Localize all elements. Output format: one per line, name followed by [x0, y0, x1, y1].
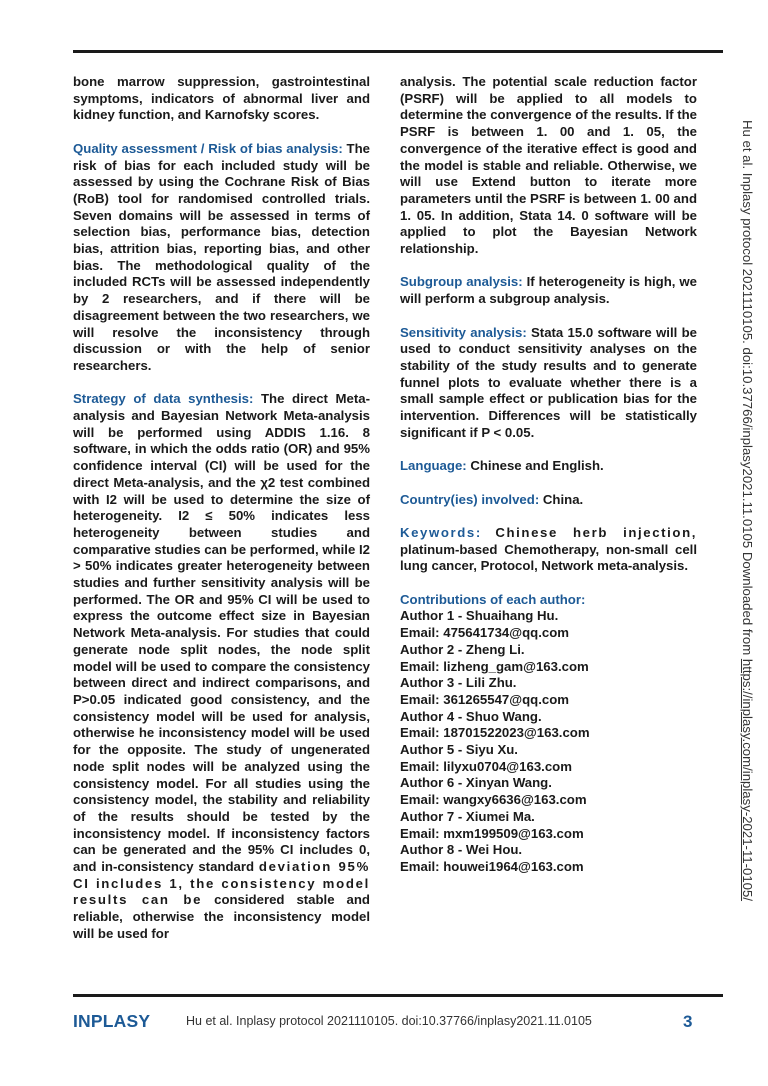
contributions-section: [400, 592, 697, 876]
keywords-first: Chinese herb injection,: [495, 524, 698, 540]
contributions-heading: Contributions of each author:: [400, 591, 586, 607]
author-line: Author 1 - Shuaihang Hu.: [400, 608, 559, 624]
author-line: Author 7 - Xiumei Ma.: [400, 808, 535, 824]
subgroup-analysis-heading: Subgroup analysis:: [400, 274, 523, 290]
data-synthesis-body-end: considered stable and reliable, otherwise the inconsistency model will be used for: [73, 892, 370, 941]
language-body: Chinese and English.: [470, 458, 604, 474]
email-line: Email: 361265547@qq.com: [400, 691, 569, 707]
email-line: Email: 18701522023@163.com: [400, 725, 590, 741]
email-line: Email: mxm199509@163.com: [400, 825, 584, 841]
author-line: Author 5 - Siyu Xu.: [400, 742, 518, 758]
intro-paragraph: bone marrow suppression, gastrointestinal symptoms, indicators of abnormal liver and kidney function, and Karnofsky scores.: [73, 74, 370, 123]
email-line: Email: wangxy6636@163.com: [400, 792, 587, 808]
author-line: Author 6 - Xinyan Wang.: [400, 775, 552, 791]
email-line: Email: lizheng_gam@163.com: [400, 658, 589, 674]
author-line: Author 2 - Zheng Li.: [400, 641, 525, 657]
page-number: 3: [683, 1012, 693, 1031]
subgroup-analysis-section: [400, 274, 697, 307]
header-rule: [73, 50, 723, 53]
data-synthesis-section: [73, 391, 370, 942]
countries-section: [400, 492, 697, 509]
quality-assessment-section: [73, 141, 370, 375]
email-line: Email: 475641734@qq.com: [400, 625, 569, 641]
email-line: Email: houwei1964@163.com: [400, 858, 584, 874]
language-section: [400, 458, 697, 475]
countries-heading: Country(ies) involved:: [400, 491, 540, 507]
author-line: Author 3 - Lili Zhu.: [400, 675, 517, 691]
journal-logo: INPLASY: [73, 1011, 151, 1031]
subgroup-analysis-body: If heterogeneity is high, we will perform a subgroup analysis.: [400, 274, 697, 307]
sensitivity-analysis-body: Stata 15.0 software will be used to conduct sensitivity analyses on the stability of the study results and to generate funnel plots to evaluate whether there is a small sample effect or publication bias for the intervention. Differences will be statistically significant if P < 0.05.: [400, 324, 697, 440]
download-link[interactable]: https://inplasy.com/inplasy-2021-11-0105/: [740, 658, 755, 902]
data-synthesis-heading: Strategy of data synthesis:: [73, 391, 254, 407]
sensitivity-analysis-heading: Sensitivity analysis:: [400, 324, 527, 340]
quality-assessment-heading: Quality assessment / Risk of bias analysis:: [73, 140, 343, 156]
footer-citation: Hu et al. Inplasy protocol 2021110105. doi:10.37766/inplasy2021.11.0105: [186, 1014, 592, 1028]
keywords-section: [400, 525, 697, 575]
countries-body: China.: [542, 491, 584, 507]
email-line: Email: lilyxu0704@163.com: [400, 758, 572, 774]
quality-assessment-body: The risk of bias for each included study will be assessed by using the Cochrane Risk of Bias (RoB) tool for randomised controlled trials. Seven domains will be assessed in terms of selection bias, performance bias, detection bias, attrition bias, reporting bias, and other bias. The methodological quality of the included RCTs will be assessed independently by 2 researchers, and if there will be disagreement between the two researchers, we will resolve the inconsistency through discussion or with the help of senior researchers.: [73, 140, 370, 373]
footer-rule: [73, 994, 723, 997]
author-line: Author 4 - Shuo Wang.: [400, 708, 542, 724]
language-heading: Language:: [400, 458, 467, 474]
author-line: Author 8 - Wei Hou.: [400, 842, 523, 858]
right-column: [400, 74, 697, 876]
side-note-text: Hu et al. Inplasy protocol 2021110105. doi:10.37766/inplasy2021.11.0105 Downloaded from: [740, 120, 755, 659]
sensitivity-analysis-section: [400, 325, 697, 442]
side-download-note: [737, 120, 757, 960]
left-column: [73, 74, 370, 943]
data-synthesis-body-spaced: deviation 95% CI includes 1, the consistency model results can be: [73, 859, 370, 908]
data-synthesis-continued: analysis. The potential scale reduction factor (PSRF) will be applied to all models to determine the convergence of the results. If the PSRF is between 1. 00 and 1. 05, the convergence of the iterative effect is good and the model is stable and reliable. Otherwise, we will use Extend button to iterate more parameters until the PSRF is between 1. 00 and 1. 05. In addition, Stata 14. 0 software will be applied to plot the Bayesian Network relationship.: [400, 74, 697, 257]
keywords-heading: Keywords:: [400, 524, 482, 540]
data-synthesis-body: The direct Meta-analysis and Bayesian Network Meta-analysis will be performed using ADDIS 1.16. 8 software, in which the odds ratio (OR) and 95% confidence interval (CI) will be used for the direct Meta-analysis, and the χ2 test combined with I2 will be used to determine the size of heterogeneity. I2 ≤ 50% indicates less heterogeneity between studies and comparative studies can be performed, while I2 > 50% indicates greater heterogeneity between studies and further sensitivity analysis will be performed. The OR and 95% CI will be used to express the outcome effect size in Bayesian Network Meta-analysis. For studies that could generate node split nodes, the node split model will be used to compare the consistency between direct and indirect comparisons, and P>0.05 indicated good consistency, and the consistency model will be used for analysis, otherwise he inconsistency model will be used for the opposite. The study of ungenerated node split nodes will be analyzed using the consistency model. For all studies using the consistency model, the stability and reliability of the results should be tested by the inconsistency model. If inconsistency factors can be generated and the 95% CI includes 0, and in-consistency standard: [73, 391, 370, 875]
keywords-rest: platinum-based Chemotherapy, non-small cell lung cancer, Protocol, Network meta-analysis.: [400, 541, 697, 574]
